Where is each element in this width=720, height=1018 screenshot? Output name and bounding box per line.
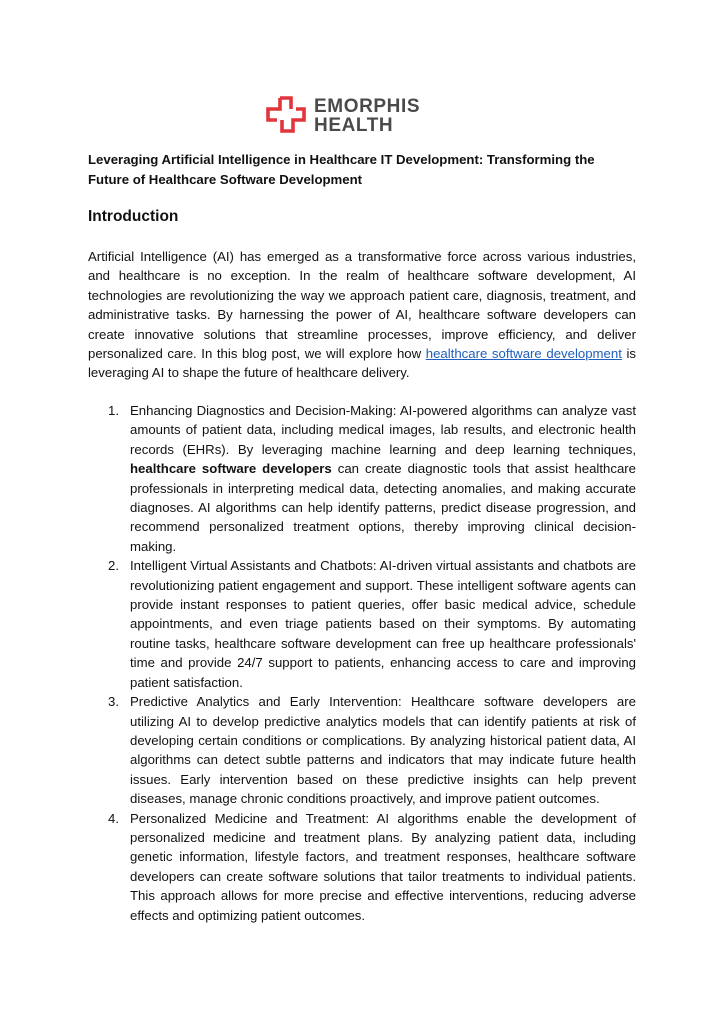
list-item-bold-text: healthcare software developers — [130, 461, 332, 477]
document-title: Leveraging Artificial Intelligence in Healthcare IT Development: Transforming the Future of Healthcare Software Development — [88, 152, 595, 187]
list-item — [88, 692, 636, 808]
intro-text-after-link: is leveraging AI to shape the future of healthcare delivery. — [88, 346, 636, 381]
medical-cross-icon — [264, 94, 308, 138]
healthcare-software-development-link[interactable]: healthcare software development — [425, 346, 622, 362]
list-item-text: Intelligent Virtual Assistants and Chatbots: AI-driven virtual assistants and chatbots are revolutionizing patient engagement and support. These intelligent software agents can provide instant responses to patient queries, offer basic medical advice, schedule appointments, and even triage patients based on their symptoms. By automating routine tasks, healthcare software development can free up healthcare professionals' time and provide 24/7 support to patients, enhancing access to care and improving patient satisfaction. — [130, 558, 636, 690]
list-item — [88, 556, 636, 692]
intro-text-before-link: Artificial Intelligence (AI) has emerged as a transformative force across various industries, and healthcare is no exception. In the realm of healthcare software development, AI technologies are revolutionizing the way we approach patient care, diagnosis, treatment, and administrative tasks. By harnessing the power of AI, healthcare software developers can create innovative solutions that streamline processes, improve efficiency, and deliver personalized care. In this blog post, we will explore how — [88, 249, 636, 362]
list-item-text-continued: can create diagnostic tools that assist healthcare professionals in interpreting medical data, detecting anomalies, and making accurate diagnoses. AI algorithms can help identify patterns, predict disease progression, and recommend personalized treatment options, thereby improving clinical decision-making. — [130, 461, 636, 554]
list-item — [88, 401, 636, 556]
logo-line-2: HEALTH — [314, 115, 394, 136]
intro-paragraph — [88, 247, 636, 383]
list-number: 1. — [108, 403, 119, 418]
numbered-list — [88, 401, 636, 925]
list-item-text: Enhancing Diagnostics and Decision-Making: AI-powered algorithms can analyze vast amounts of patient data, including medical images, lab results, and electronic health records (EHRs). By leveraging machine learning and deep learning techniques, — [130, 403, 636, 457]
list-number: 2. — [108, 558, 119, 574]
list-item — [88, 809, 636, 925]
logo-wordmark — [314, 97, 420, 135]
section-heading-introduction: Introduction — [88, 208, 179, 225]
emorphis-health-logo — [264, 94, 424, 138]
list-item-text: Personalized Medicine and Treatment: AI algorithms enable the development of personalized medicine and treatment plans. By analyzing patient data, including genetic information, lifestyle factors, and treatment responses, healthcare software developers can create software solutions that tailor treatments to individual patients. This approach allows for more precise and effective interventions, reducing adverse effects and optimizing patient outcomes. — [130, 810, 636, 923]
list-number: 3. — [108, 694, 119, 710]
list-item-text: Predictive Analytics and Early Intervention: Healthcare software developers are utilizing AI to develop predictive analytics models that can identify patients at risk of developing certain conditions or complications. By analyzing historical patient data, AI algorithms can detect subtle patterns and indicators that may indicate future health issues. Early intervention based on these predictive insights can help prevent diseases, manage chronic conditions proactively, and improve patient outcomes. — [130, 694, 636, 807]
list-number: 4. — [108, 810, 119, 826]
logo-line-1: EMORPHIS — [314, 96, 421, 117]
